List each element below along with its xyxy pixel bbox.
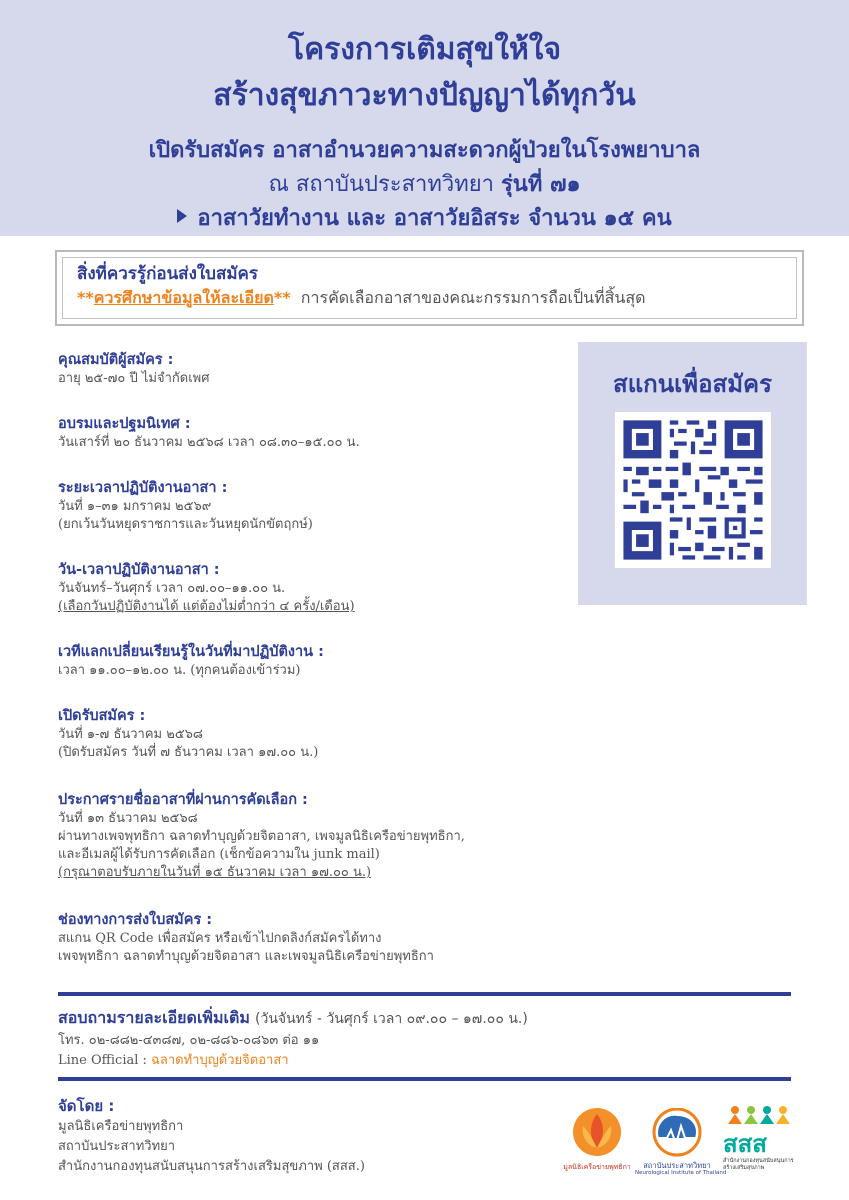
organizers-block: [58, 1095, 365, 1177]
qr-code-icon: [615, 412, 771, 568]
page-title-line2: สร้างสุขภาวะทางปัญญาได้ทุกวัน: [213, 78, 636, 113]
neuro-caption-en: Neurological Institute of Thailand: [635, 1170, 727, 1176]
qr-title: สแกนเพื่อสมัคร: [613, 370, 772, 398]
lotus-icon: [563, 1106, 631, 1162]
section-line: วันเสาร์ที่ ๒๐ ธันวาคม ๒๕๖๘ เวลา ๐๘.๓๐–๑๕.๐๐ น.: [58, 435, 360, 450]
section-heading: เวทีแลกเปลี่ยนเรียนรู้ในวันที่มาปฏิบัติงาน :: [58, 644, 324, 660]
section-heading: ระยะเวลาปฏิบัติงานอาสา :: [58, 480, 228, 496]
divider-top: [58, 992, 791, 996]
section-heading: ประกาศรายชื่ออาสาที่ผ่านการคัดเลือก :: [58, 792, 308, 808]
recruit-line: [0, 200, 849, 235]
section-line: (กรุณาตอบรับภายในวันที่ ๑๕ ธันวาคม เวลา ๑๗.๐๐ น.): [58, 865, 372, 880]
section-line: วันที่ ๑๓ ธันวาคม ๒๕๖๘: [58, 811, 198, 826]
section-work-time: [58, 560, 558, 616]
section-heading: คุณสมบัติผู้สมัคร :: [58, 352, 174, 368]
line-official-link[interactable]: ฉลาดทำบุญด้วยจิตอาสา: [151, 1053, 289, 1068]
organizer-item: มูลนิธิเครือข่ายพุทธิกา: [58, 1119, 184, 1134]
subtitle-line1: เปิดรับสมัคร อาสาอำนวยความสะดวกผู้ป่วยในโรงพยาบาล: [148, 138, 701, 163]
contact-heading-line: [58, 1006, 798, 1031]
thaihealth-logo: [723, 1104, 795, 1180]
section-line: (ยกเว้นวันหยุดราชการและวันหยุดนักขัตฤกษ์): [58, 517, 313, 532]
section-heading: ช่องทางการส่งใบสมัคร :: [58, 912, 213, 928]
section-line: สแกน QR Code เพื่อสมัคร หรือเข้าไปกดลิงก์สมัครได้ทาง: [58, 931, 382, 946]
sss-wordmark: สสส: [723, 1130, 767, 1158]
notice-highlight-text: ควรศึกษาข้อมูลให้ละเอียด: [93, 288, 274, 307]
section-line: (ปิดรับสมัคร วันที่ ๗ ธันวาคม เวลา ๑๗.๐๐ น.): [58, 745, 319, 760]
contact-hours: (วันจันทร์ - วันศุกร์ เวลา ๐๙.๐๐ – ๑๗.๐๐ น.): [255, 1011, 528, 1027]
neuro-institute-logo: [635, 1108, 727, 1178]
section-line: เพจพุทธิกา ฉลาดทำบุญด้วยจิตอาสา และเพจมูลนิธิเครือข่ายพุทธิกา: [58, 949, 434, 964]
section-line: ผ่านทางเพจพุทธิกา ฉลาดทำบุญด้วยจิตอาสา, เพจมูลนิธิเครือข่ายพุทธิกา,: [58, 829, 465, 844]
qr-code-image[interactable]: [615, 412, 771, 568]
section-heading: เปิดรับสมัคร :: [58, 708, 146, 724]
contact-heading: สอบถามรายละเอียดเพิ่มเติม: [58, 1008, 250, 1027]
neuro-caption-th: สถาบันประสาทวิทยา: [643, 1161, 711, 1170]
section-qualification: [58, 350, 558, 388]
section-registration: [58, 706, 558, 762]
notice-title: สิ่งที่ควรรู้ก่อนส่งใบสมัคร: [77, 264, 259, 284]
notice-line: [77, 286, 646, 311]
section-line: (เลือกวันปฏิบัติงานได้ แต่ต้องไม่ต่ำกว่า ๔ ครั้ง/เดือน): [58, 599, 355, 614]
section-line: วันจันทร์–วันศุกร์ เวลา ๐๗.๐๐–๑๑.๐๐ น.: [58, 581, 286, 596]
section-heading: วัน-เวลาปฏิบัติงานอาสา :: [58, 562, 220, 578]
section-line: อายุ ๒๕-๗๐ ปี ไม่จำกัดเพศ: [58, 371, 210, 386]
section-duration: [58, 478, 558, 534]
section-orientation: [58, 414, 558, 452]
divider-bottom: [58, 1077, 791, 1081]
section-announcement: [58, 790, 558, 882]
organizers-heading: จัดโดย :: [58, 1097, 115, 1115]
sss-caption: สำนักงานกองทุนสนับสนุนการสร้างเสริมสุขภาพ: [723, 1158, 794, 1171]
organizer-item: สำนักงานกองทุนสนับสนุนการสร้างเสริมสุขภาพ (สสส.): [58, 1159, 365, 1174]
contact-block: [58, 1006, 798, 1071]
contact-phone: โทร. ๐๒-๘๘๒-๔๓๘๗, ๐๒-๘๘๖-๐๘๖๓ ต่อ ๑๑: [58, 1033, 320, 1048]
notice-highlight-prefix: **: [77, 288, 94, 307]
header-banner: [0, 0, 849, 236]
organizer-item: สถาบันประสาทวิทยา: [58, 1139, 176, 1154]
venue-text: ณ สถาบันประสาทวิทยา: [268, 172, 494, 197]
qr-panel: [578, 342, 807, 605]
triangle-bullet-icon: [177, 209, 187, 223]
contact-line: [58, 1051, 798, 1071]
section-line: เวลา ๑๑.๐๐–๑๒.๐๐ น. (ทุกคนต้องเข้าร่วม): [58, 663, 301, 678]
generation-text: รุ่นที่ ๗๑: [500, 172, 581, 197]
subtitle-line2: [0, 166, 849, 201]
section-line: วันที่ ๑-๗ ธันวาคม ๒๕๖๘: [58, 727, 203, 742]
notice-highlight-suffix: **: [273, 288, 291, 307]
page-title-line1: โครงการเติมสุขให้ใจ: [287, 32, 562, 67]
budhika-caption: มูลนิธิเครือข่ายพุทธิกา: [563, 1163, 631, 1171]
brain-icon: [645, 1108, 709, 1158]
section-line: และอีเมลผู้ได้รับการคัดเลือก (เช็กข้อความใน junk mail): [58, 847, 380, 862]
budhika-logo: [563, 1106, 631, 1176]
line-label: Line Official :: [58, 1053, 147, 1068]
recruit-text: อาสาวัยทำงาน และ อาสาวัยอิสระ จำนวน ๑๕ คน: [197, 206, 672, 231]
notice-highlight: [77, 288, 291, 307]
section-submission: [58, 910, 558, 966]
notice-box: [55, 250, 804, 326]
notice-text: การคัดเลือกอาสาของคณะกรรมการถือเป็นที่สิ้นสุด: [300, 288, 646, 307]
section-exchange: [58, 642, 558, 680]
people-icon: [723, 1104, 795, 1126]
section-heading: อบรมและปฐมนิเทศ :: [58, 416, 191, 432]
section-line: วันที่ ๑–๓๑ มกราคม ๒๕๖๙: [58, 499, 212, 514]
